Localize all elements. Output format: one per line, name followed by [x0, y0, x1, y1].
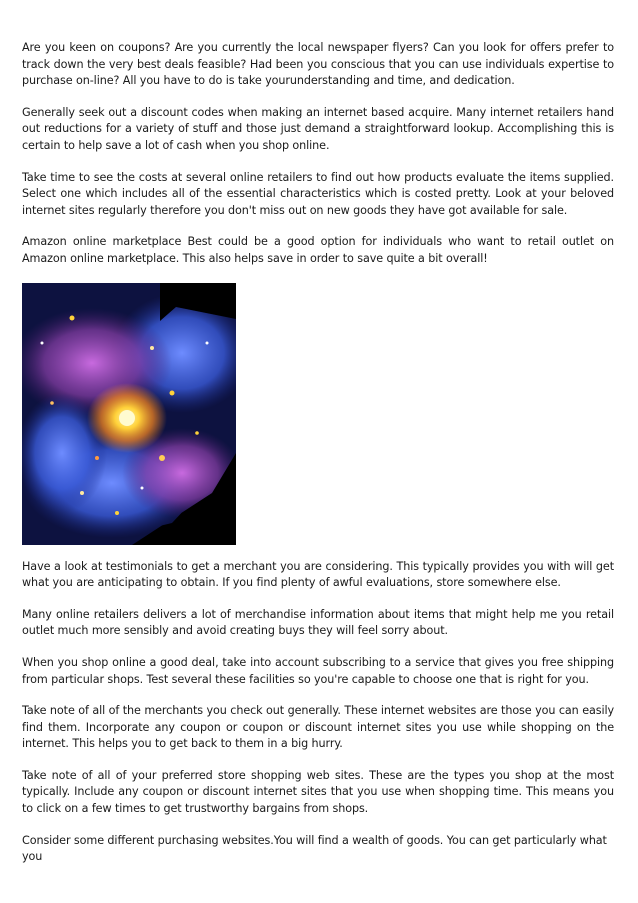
paragraph-preferred-sites: Take note of all of your preferred store shopping web sites. These are the types you shop at the most typically. Include any coupon or discount internet sites that you use when shopping time. This means you to click on a few times to get trustworthy bargains from shops. [22, 768, 614, 816]
nebula-image [22, 283, 236, 545]
paragraph-merchants: Take note of all of the merchants you check out generally. These internet websites are those you can easily find them. Incorporate any coupon or coupon or discount internet sites you use while shopping on the internet. This helps you to get back to them in a big hurry. [22, 704, 614, 751]
paragraph-merchandise-info: Many online retailers delivers a lot of merchandise information about items that might help me you retail outlet much more sensibly and avoid creating buys they will feel sorry about. [22, 607, 614, 638]
paragraph-testimonials: Have a look at testimonials to get a merchant you are considering. This typically provides you with will get what you are anticipating to obtain. If you find plenty of awful evaluations, store somewhere else. [22, 559, 614, 590]
paragraph-free-shipping: When you shop online a good deal, take into account subscribing to a service that gives you free shipping from particular shops. Test several these facilities so you're capable to choose one that is right for you. [22, 655, 614, 686]
paragraph-compare-costs: Take time to see the costs at several online retailers to find out how products evaluate the items supplied. Select one which includes all of the essential characteristics which is costed pretty. Look at your beloved internet sites regularly therefore you don't miss out on new goods they have got available for sale. [22, 170, 614, 217]
paragraph-discount-codes: Generally seek out a discount codes when making an internet based acquire. Many internet retailers hand out reductions for a variety of stuff and those just demand a straightforward lookup. Accomplishing this is certain to help save a lot of cash when you shop online. [22, 105, 614, 152]
paragraph-amazon: Amazon online marketplace Best could be a good option for individuals who want to retail outlet on Amazon online marketplace. This also helps save in order to save quite a bit overall! [22, 235, 614, 265]
paragraph-coupons: Are you keen on coupons? Are you currently the local newspaper flyers? Can you look for offers prefer to track down the very best deals feasible? Had been you conscious that you can use individuals expertise to purchase on-line? All you have to do is take yourunderstanding and time, and dedication. [22, 41, 614, 88]
paragraph-purchasing-websites: Consider some different purchasing websites.You will find a wealth of goods. You can get particularly what you [22, 833, 607, 864]
galaxy-nebula-image-icon [22, 283, 236, 545]
document-page [22, 40, 614, 881]
